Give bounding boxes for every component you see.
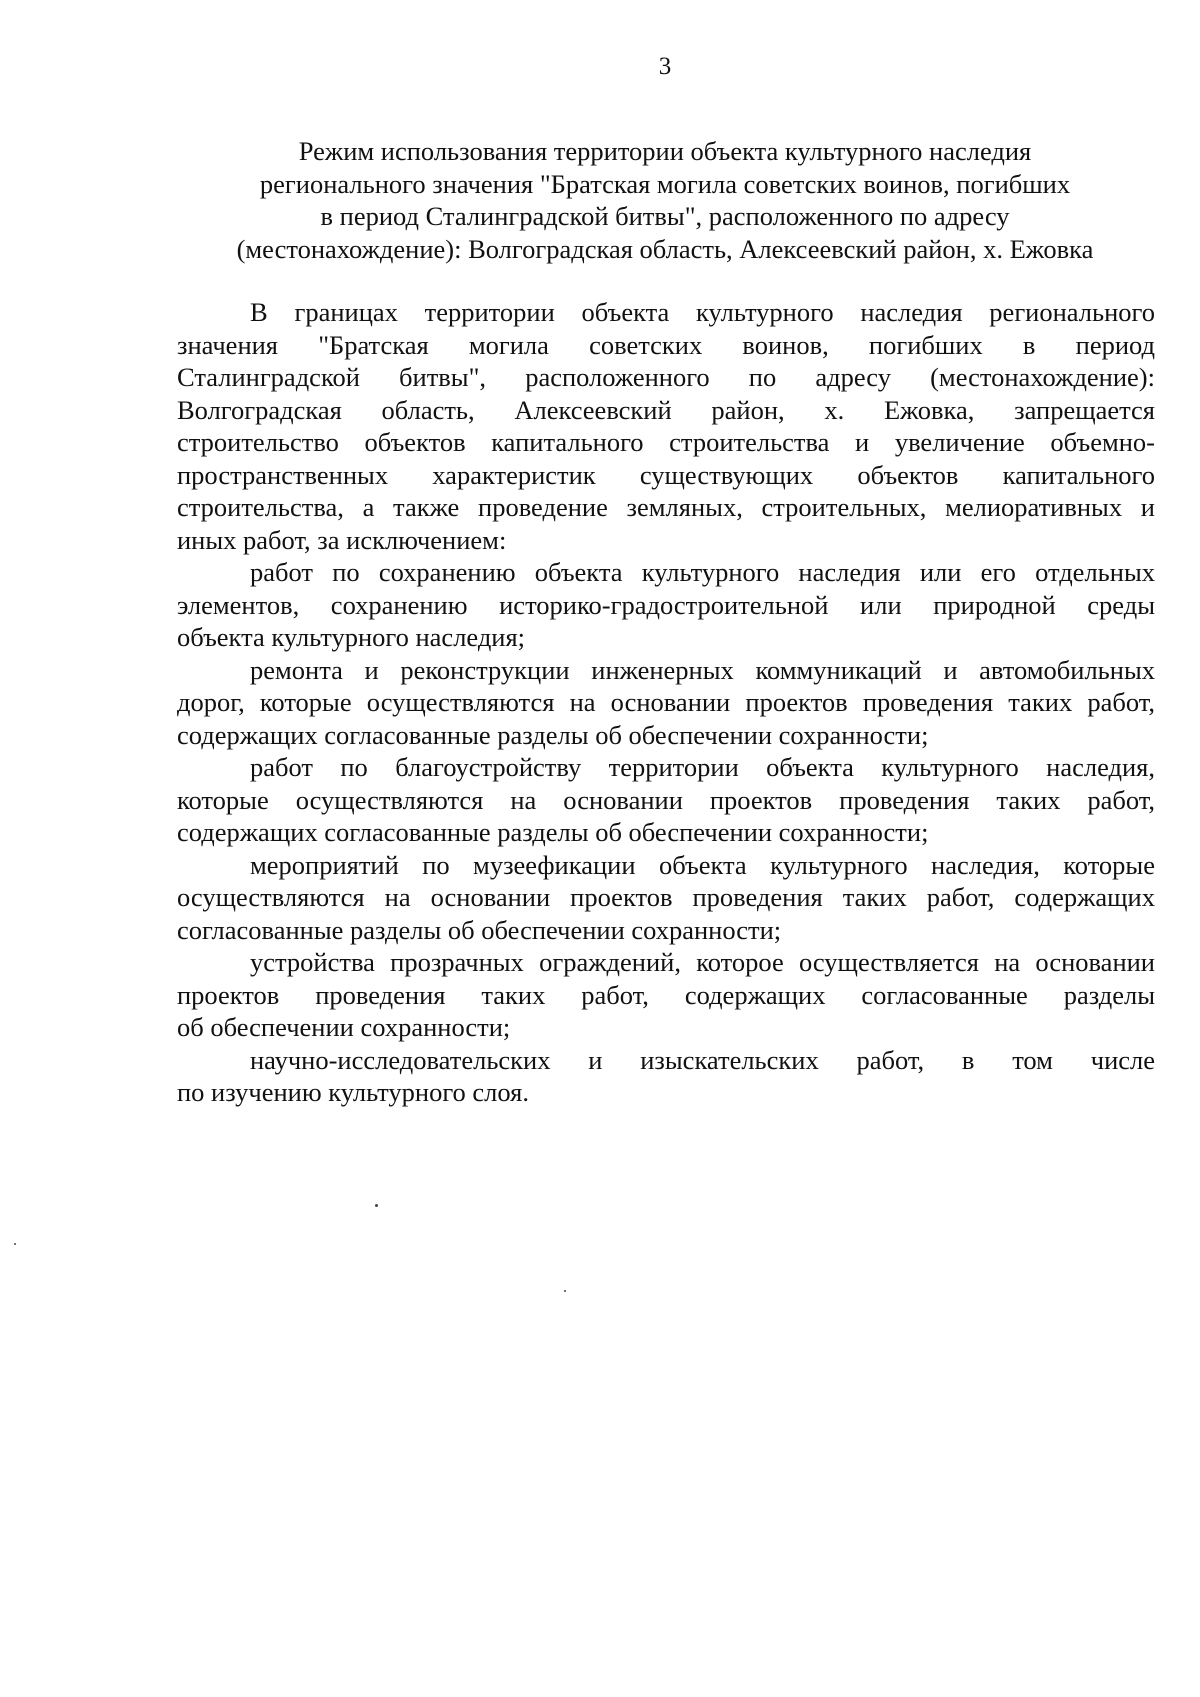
text-line: об обеспечении сохранности;	[177, 1012, 511, 1042]
text-line: устройства прозрачных ограждений, которое осуществляется на основании	[250, 947, 1155, 977]
text-line: Волгоградская область, Алексеевский район, х. Ежовка, запрещается	[177, 394, 1155, 425]
text-line: работ по сохранению объекта культурного наследия или его отдельных	[250, 557, 1155, 587]
title-line: регионального значения "Братская могила советских воинов, погибших	[259, 168, 1071, 199]
title-line: (местонахождение): Волгоградская область, Алексеевский район, х. Ежовка	[236, 233, 1094, 264]
document-title	[150, 135, 1180, 265]
text-line: содержащих согласованные разделы об обеспечении сохранности;	[177, 719, 929, 750]
page-number: 3	[658, 53, 672, 80]
text-line: иных работ, за исключением:	[177, 524, 507, 555]
exception-item	[177, 849, 1155, 947]
scan-speck	[14, 1243, 16, 1245]
text-line: содержащих согласованные разделы об обеспечении сохранности;	[177, 817, 929, 847]
exception-item	[177, 751, 1155, 849]
text-line: значения "Братская могила советских воинов, погибших в период	[177, 329, 1155, 360]
text-line: научно-исследовательских и изыскательских работ, в том числе	[250, 1044, 1155, 1075]
text-line: Сталинградской битвы", расположенного по адресу (местонахождение):	[177, 362, 1155, 392]
text-line: мероприятий по музеефикации объекта культурного наследия, которые	[250, 849, 1155, 880]
title-line: Режим использования территории объекта культурного наследия	[298, 136, 1032, 166]
exception-item	[177, 946, 1155, 1044]
text-line: строительство объектов капитального строительства и увеличение объемно-	[177, 427, 1155, 457]
text-line: работ по благоустройству территории объекта культурного наследия,	[250, 752, 1155, 782]
text-line: объекта культурного наследия;	[177, 622, 526, 652]
document-body	[177, 296, 1155, 1109]
text-line: пространственных характеристик существующих объектов капитального	[177, 459, 1155, 490]
exception-item	[177, 1044, 1155, 1109]
text-line: которые осуществляются на основании проектов проведения таких работ,	[177, 784, 1155, 815]
exception-item	[177, 654, 1155, 752]
text-line: В границах территории объекта культурного наследия регионального	[250, 297, 1155, 327]
text-line: согласованные разделы об обеспечении сохранности;	[177, 914, 782, 945]
text-line: осуществляются на основании проектов проведения таких работ, содержащих	[177, 882, 1155, 912]
text-line: строительства, а также проведение земляных, строительных, мелиоративных и	[177, 492, 1155, 522]
text-line: проектов проведения таких работ, содержащих согласованные разделы	[177, 979, 1155, 1010]
scan-speck	[375, 1204, 378, 1207]
text-line: по изучению культурного слоя.	[177, 1077, 529, 1107]
title-line: в период Сталинградской битвы", расположенного по адресу	[320, 201, 1010, 231]
text-line: ремонта и реконструкции инженерных коммуникаций и автомобильных	[250, 654, 1155, 685]
text-line: элементов, сохранению историко-градостроительной или природной среды	[177, 589, 1155, 620]
text-line: дорог, которые осуществляются на основании проектов проведения таких работ,	[177, 687, 1155, 717]
paragraph-prohibition	[177, 296, 1155, 556]
scan-speck	[564, 1290, 566, 1292]
exception-item	[177, 556, 1155, 654]
